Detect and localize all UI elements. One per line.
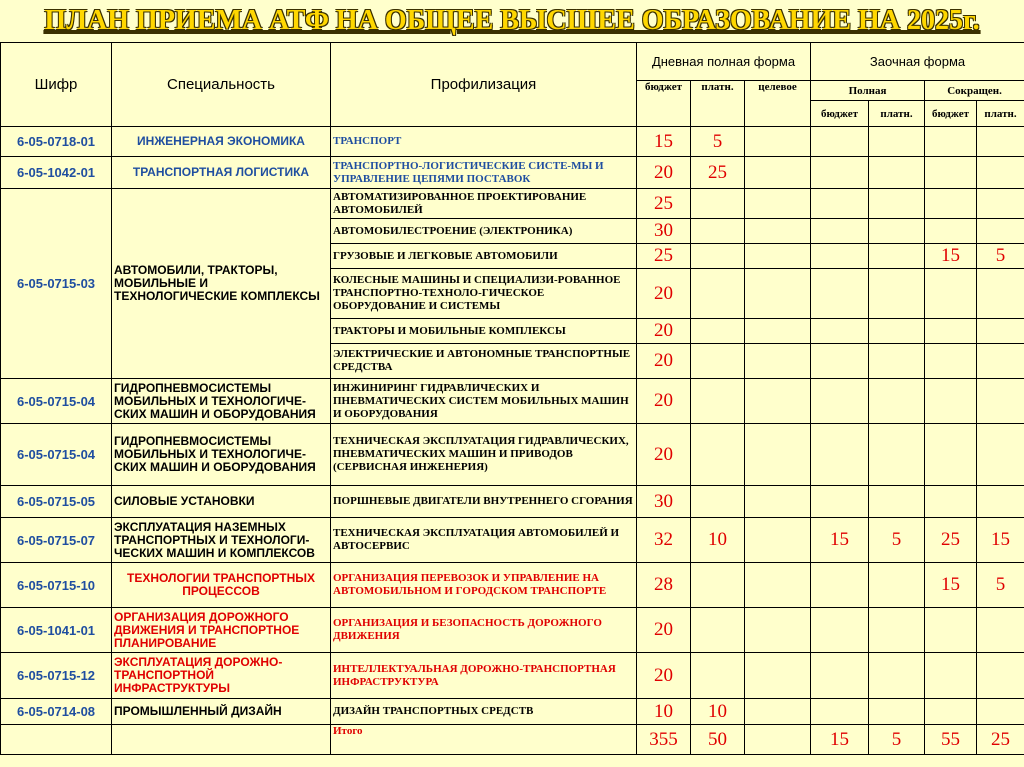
cell-reduced-paid [977, 127, 1024, 157]
header-day-budget: бюджет [637, 81, 691, 127]
cell-reduced-paid [977, 189, 1024, 219]
cell-reduced-budget [925, 269, 977, 319]
cell-reduced-paid: 5 [977, 563, 1024, 608]
cell-day-target [745, 699, 811, 725]
cell-reduced-budget: 25 [925, 518, 977, 563]
cell-day-paid [691, 269, 745, 319]
cell-reduced-budget [925, 699, 977, 725]
cell-day-budget: 20 [637, 379, 691, 424]
cell-full-budget [811, 269, 869, 319]
cell-day-budget: 25 [637, 189, 691, 219]
table-row [1, 518, 1024, 563]
cell-day-target [745, 563, 811, 608]
cell-reduced-budget [925, 486, 977, 518]
row-code: 6-05-1042-01 [1, 157, 112, 189]
cell-reduced-paid [977, 608, 1024, 653]
header-reduced: Сокращен. [925, 81, 1024, 101]
cell-day-budget: 20 [637, 269, 691, 319]
cell-day-budget: 32 [637, 518, 691, 563]
header-full: Полная [811, 81, 925, 101]
table-row [1, 653, 1024, 699]
cell-day-paid [691, 379, 745, 424]
cell-full-budget [811, 127, 869, 157]
cell-day-budget: 20 [637, 344, 691, 379]
row-specialty: ТРАНСПОРТНАЯ ЛОГИСТИКА [112, 157, 331, 189]
header-code: Шифр [1, 43, 112, 127]
cell-day-budget: 20 [637, 424, 691, 486]
cell-full-paid [869, 379, 925, 424]
cell-reduced-paid [977, 379, 1024, 424]
cell-full-budget [811, 344, 869, 379]
cell-day-budget: 10 [637, 699, 691, 725]
cell-full-paid [869, 319, 925, 344]
row-code: 6-05-0715-12 [1, 653, 112, 699]
cell-day-budget: 30 [637, 219, 691, 244]
cell-full-paid [869, 269, 925, 319]
cell-day-target [745, 127, 811, 157]
cell-full-paid [869, 244, 925, 269]
cell-reduced-budget: 15 [925, 244, 977, 269]
row-specialty: АВТОМОБИЛИ, ТРАКТОРЫ, МОБИЛЬНЫЕ И ТЕХНОЛОГИЧЕСКИЕ КОМПЛЕКСЫ [112, 189, 331, 379]
row-code: 6-05-0715-04 [1, 379, 112, 424]
cell-full-budget [811, 608, 869, 653]
row-profile: ТРАНСПОРТНО-ЛОГИСТИЧЕСКИЕ СИСТЕ-МЫ И УПРАВЛЕНИЕ ЦЕПЯМИ ПОСТАВОК [331, 157, 637, 189]
cell-day-target [745, 518, 811, 563]
total-reduced-paid: 25 [977, 725, 1024, 755]
cell-full-budget [811, 219, 869, 244]
cell-full-paid [869, 189, 925, 219]
cell-full-paid [869, 486, 925, 518]
cell-full-budget [811, 486, 869, 518]
row-code: 6-05-0715-05 [1, 486, 112, 518]
row-profile: ЭЛЕКТРИЧЕСКИЕ И АВТОНОМНЫЕ ТРАНСПОРТНЫЕ СРЕДСТВА [331, 344, 637, 379]
cell-day-budget: 28 [637, 563, 691, 608]
header-extramural-form: Заочная форма [811, 43, 1024, 81]
cell-reduced-budget: 15 [925, 563, 977, 608]
row-profile: ОРГАНИЗАЦИЯ И БЕЗОПАСНОСТЬ ДОРОЖНОГО ДВИЖЕНИЯ [331, 608, 637, 653]
cell-day-target [745, 244, 811, 269]
row-specialty: СИЛОВЫЕ УСТАНОВКИ [112, 486, 331, 518]
header-specialty: Специальность [112, 43, 331, 127]
cell-day-paid [691, 653, 745, 699]
row-profile: ТЕХНИЧЕСКАЯ ЭКСПЛУАТАЦИЯ ГИДРАВЛИЧЕСКИХ, ПНЕВМАТИЧЕСКИХ МАШИН И ПРИВОДОВ (СЕРВИСНАЯ ИНЖЕНЕРИЯ) [331, 424, 637, 486]
cell-full-budget [811, 563, 869, 608]
row-specialty: ГИДРОПНЕВМОСИСТЕМЫ МОБИЛЬНЫХ И ТЕХНОЛОГИЧЕ-СКИХ МАШИН И ОБОРУДОВАНИЯ [112, 424, 331, 486]
total-day-paid: 50 [691, 725, 745, 755]
row-profile: ТРАКТОРЫ И МОБИЛЬНЫЕ КОМПЛЕКСЫ [331, 319, 637, 344]
cell-full-budget [811, 189, 869, 219]
cell-reduced-budget [925, 219, 977, 244]
cell-reduced-budget [925, 157, 977, 189]
cell-day-paid [691, 424, 745, 486]
cell-day-paid [691, 563, 745, 608]
cell-full-paid [869, 344, 925, 379]
header-day-paid: платн. [691, 81, 745, 127]
total-day-budget: 355 [637, 725, 691, 755]
cell-day-paid [691, 244, 745, 269]
cell-full-paid: 5 [869, 518, 925, 563]
row-profile: ОРГАНИЗАЦИЯ ПЕРЕВОЗОК И УПРАВЛЕНИЕ НА АВТОМОБИЛЬНОМ И ГОРОДСКОМ ТРАНСПОРТЕ [331, 563, 637, 608]
header-reduced-paid: платн. [977, 101, 1024, 127]
header-day-target: целевое [745, 81, 811, 127]
total-label: Итого [331, 725, 637, 755]
cell-reduced-paid [977, 319, 1024, 344]
row-specialty: ПРОМЫШЛЕННЫЙ ДИЗАЙН [112, 699, 331, 725]
row-profile: ТРАНСПОРТ [331, 127, 637, 157]
cell-full-paid [869, 424, 925, 486]
cell-reduced-paid [977, 486, 1024, 518]
cell-day-paid [691, 219, 745, 244]
row-profile: ТЕХНИЧЕСКАЯ ЭКСПЛУАТАЦИЯ АВТОМОБИЛЕЙ И АВТОСЕРВИС [331, 518, 637, 563]
cell-full-budget [811, 379, 869, 424]
admission-plan-table [0, 42, 1024, 755]
row-code: 6-05-0718-01 [1, 127, 112, 157]
cell-reduced-budget [925, 127, 977, 157]
row-profile: ИНТЕЛЛЕКТУАЛЬНАЯ ДОРОЖНО-ТРАНСПОРТНАЯ ИНФРАСТРУКТУРА [331, 653, 637, 699]
cell-day-paid: 25 [691, 157, 745, 189]
row-specialty: ИНЖЕНЕРНАЯ ЭКОНОМИКА [112, 127, 331, 157]
cell-reduced-budget [925, 424, 977, 486]
row-code: 6-05-0715-04 [1, 424, 112, 486]
cell-full-budget [811, 319, 869, 344]
row-specialty: ОРГАНИЗАЦИЯ ДОРОЖНОГО ДВИЖЕНИЯ И ТРАНСПОРТНОЕ ПЛАНИРОВАНИЕ [112, 608, 331, 653]
cell-day-budget: 25 [637, 244, 691, 269]
table-row [1, 127, 1024, 157]
row-profile: ПОРШНЕВЫЕ ДВИГАТЕЛИ ВНУТРЕННЕГО СГОРАНИЯ [331, 486, 637, 518]
cell-day-paid: 10 [691, 518, 745, 563]
row-code: 6-05-0715-07 [1, 518, 112, 563]
row-specialty: ТЕХНОЛОГИИ ТРАНСПОРТНЫХ ПРОЦЕССОВ [112, 563, 331, 608]
row-code: 6-05-0714-08 [1, 699, 112, 725]
cell-day-paid [691, 189, 745, 219]
cell-day-target [745, 344, 811, 379]
cell-reduced-budget [925, 189, 977, 219]
cell-day-budget: 30 [637, 486, 691, 518]
cell-day-paid [691, 344, 745, 379]
table-row [1, 563, 1024, 608]
cell-day-budget: 20 [637, 608, 691, 653]
cell-day-target [745, 608, 811, 653]
cell-full-paid [869, 157, 925, 189]
cell-day-target [745, 379, 811, 424]
header-full-paid: платн. [869, 101, 925, 127]
cell-day-budget: 15 [637, 127, 691, 157]
total-full-budget: 15 [811, 725, 869, 755]
table-row [1, 608, 1024, 653]
cell-full-paid [869, 653, 925, 699]
cell-reduced-budget [925, 344, 977, 379]
row-profile: ДИЗАЙН ТРАНСПОРТНЫХ СРЕДСТВ [331, 699, 637, 725]
row-profile: КОЛЕСНЫЕ МАШИНЫ И СПЕЦИАЛИЗИ-РОВАННОЕ ТРАНСПОРТНО-ТЕХНОЛО-ГИЧЕСКОЕ ОБОРУДОВАНИЕ И СИСТЕМЫ [331, 269, 637, 319]
table-row [1, 189, 1024, 219]
cell-day-budget: 20 [637, 157, 691, 189]
table-row [1, 699, 1024, 725]
cell-reduced-paid [977, 157, 1024, 189]
total-full-paid: 5 [869, 725, 925, 755]
cell-full-paid [869, 699, 925, 725]
cell-day-budget: 20 [637, 653, 691, 699]
cell-day-target [745, 219, 811, 244]
row-code: 6-05-0715-03 [1, 189, 112, 379]
cell-day-target [745, 189, 811, 219]
header-profile: Профилизация [331, 43, 637, 127]
row-profile: АВТОМОБИЛЕСТРОЕНИЕ (ЭЛЕКТРОНИКА) [331, 219, 637, 244]
cell-reduced-budget [925, 379, 977, 424]
cell-reduced-paid [977, 699, 1024, 725]
cell-full-paid [869, 563, 925, 608]
cell-full-paid [869, 608, 925, 653]
cell-day-target [745, 157, 811, 189]
cell-full-budget [811, 244, 869, 269]
cell-day-budget: 20 [637, 319, 691, 344]
table-row [1, 157, 1024, 189]
table-row [1, 379, 1024, 424]
cell-full-budget [811, 653, 869, 699]
total-reduced-budget: 55 [925, 725, 977, 755]
row-profile: АВТОМАТИЗИРОВАННОЕ ПРОЕКТИРОВАНИЕ АВТОМОБИЛЕЙ [331, 189, 637, 219]
total-row [1, 725, 1024, 755]
table-row [1, 486, 1024, 518]
cell-day-paid [691, 486, 745, 518]
cell-reduced-paid [977, 219, 1024, 244]
total-specialty-empty [112, 725, 331, 755]
cell-reduced-budget [925, 319, 977, 344]
page-title: ПЛАН ПРИЕМА АТФ НА ОБЩЕЕ ВЫСШЕЕ ОБРАЗОВАНИЕ НА 2025г. [44, 5, 980, 36]
row-specialty: ЭКСПЛУАТАЦИЯ ДОРОЖНО-ТРАНСПОРТНОЙ ИНФРАСТРУКТУРЫ [112, 653, 331, 699]
cell-day-target [745, 269, 811, 319]
cell-day-paid: 10 [691, 699, 745, 725]
cell-day-paid [691, 608, 745, 653]
cell-day-paid [691, 319, 745, 344]
cell-reduced-paid: 15 [977, 518, 1024, 563]
row-code: 6-05-0715-10 [1, 563, 112, 608]
cell-reduced-paid [977, 269, 1024, 319]
cell-full-budget [811, 699, 869, 725]
cell-day-target [745, 319, 811, 344]
cell-reduced-paid [977, 424, 1024, 486]
cell-day-target [745, 486, 811, 518]
cell-day-paid: 5 [691, 127, 745, 157]
total-code-empty [1, 725, 112, 755]
cell-reduced-budget [925, 653, 977, 699]
header-day-form: Дневная полная форма [637, 43, 811, 81]
row-specialty: ЭКСПЛУАТАЦИЯ НАЗЕМНЫХ ТРАНСПОРТНЫХ И ТЕХНОЛОГИ-ЧЕСКИХ МАШИН И КОМПЛЕКСОВ [112, 518, 331, 563]
cell-day-target [745, 653, 811, 699]
cell-reduced-paid [977, 653, 1024, 699]
cell-full-budget [811, 157, 869, 189]
cell-reduced-paid [977, 344, 1024, 379]
total-day-target [745, 725, 811, 755]
cell-full-paid [869, 219, 925, 244]
cell-full-budget: 15 [811, 518, 869, 563]
cell-reduced-budget [925, 608, 977, 653]
cell-full-paid [869, 127, 925, 157]
cell-reduced-paid: 5 [977, 244, 1024, 269]
header-reduced-budget: бюджет [925, 101, 977, 127]
header-full-budget: бюджет [811, 101, 869, 127]
row-specialty: ГИДРОПНЕВМОСИСТЕМЫ МОБИЛЬНЫХ И ТЕХНОЛОГИЧЕ-СКИХ МАШИН И ОБОРУДОВАНИЯ [112, 379, 331, 424]
cell-full-budget [811, 424, 869, 486]
row-profile: ИНЖИНИРИНГ ГИДРАВЛИЧЕСКИХ И ПНЕВМАТИЧЕСКИХ СИСТЕМ МОБИЛЬНЫХ МАШИН И ОБОРУДОВАНИЯ [331, 379, 637, 424]
row-profile: ГРУЗОВЫЕ И ЛЕГКОВЫЕ АВТОМОБИЛИ [331, 244, 637, 269]
cell-day-target [745, 424, 811, 486]
row-code: 6-05-1041-01 [1, 608, 112, 653]
table-row [1, 424, 1024, 486]
